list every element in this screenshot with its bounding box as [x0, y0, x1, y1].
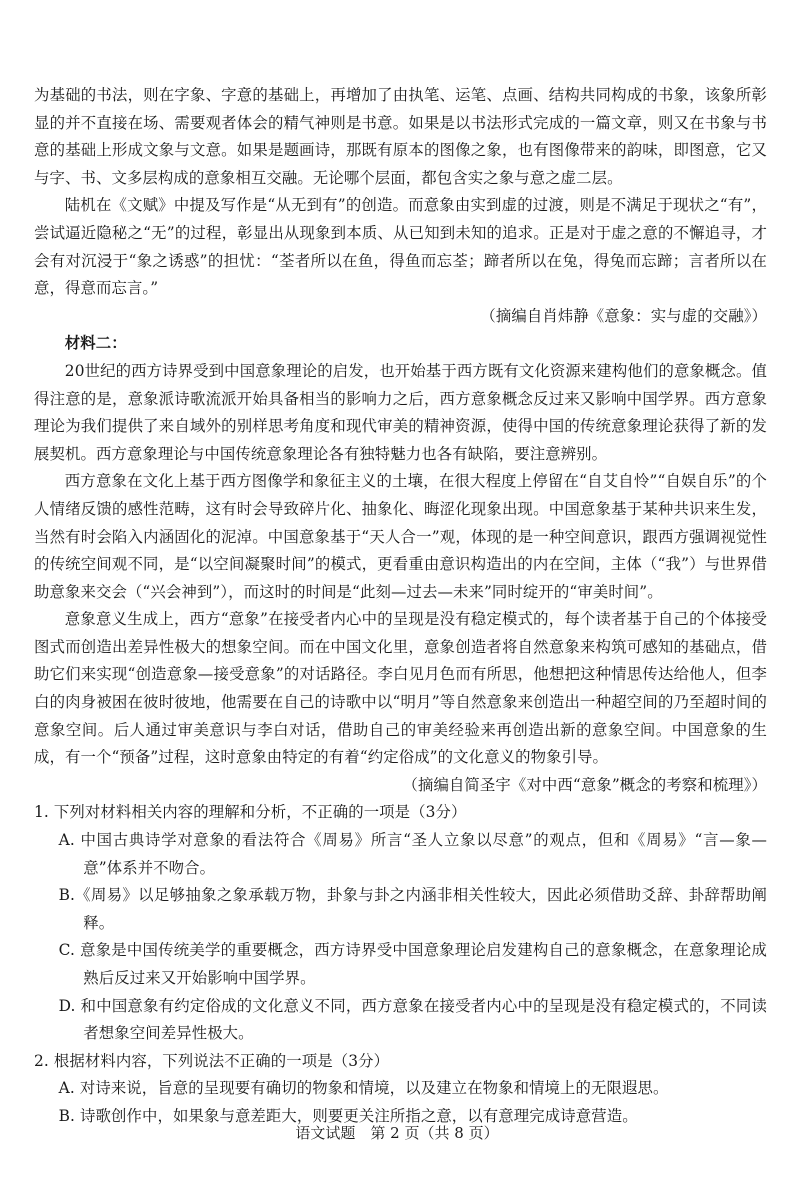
passage2-heading: 材料二：: [64, 334, 127, 353]
question-2: [34, 1048, 767, 1131]
exam-page: [34, 82, 767, 1131]
question-1-option-d: D. 和中国意象有约定俗成的文化意义不同，西方意象在接受者内心中的呈现是没有稳定模式的，不同读者想象空间差异性极大。: [58, 996, 767, 1043]
question-2-stem: 2. 根据材料内容，下列说法不正确的一项是（3分）: [34, 1051, 390, 1070]
passage2-paragraph-2: 西方意象在文化上基于西方图像学和象征主义的土壤，在很大程度上停留在“自艾自怜”“自娱自乐”的个人情绪反馈的感性范畴，这有时会导致碎片化、抽象化、晦涩化现象出现。中国意象基于某种共识来生发，当然有时会陷入内涵固化的泥淖。中国意象基于“天人合一”观，体现的是一种空间意识，跟西方强调视觉性的传统空间观不同，是“以空间凝聚时间”的模式，更看重由意识构造出的内在空间，主体（“我”）与世界借助意象来交会（“兴会神到”），而这时的时间是“此刻—过去—未来”同时绽开的“审美时间”。: [34, 472, 767, 601]
question-1-stem: 1. 下列对材料相关内容的理解和分析，不正确的一项是（3分）: [34, 803, 467, 822]
question-2-option-b: B. 诗歌创作中，如果象与意差距大，则要更关注所指之意，以有意理完成诗意营造。: [58, 1106, 638, 1125]
question-1-option-c: C. 意象是中国传统美学的重要概念，西方诗界受中国意象理论启发建构自己的意象概念，在意象理论成熟后反过来又开始影响中国学界。: [58, 941, 767, 987]
passage2-paragraph-3: 意象意义生成上，西方“意象”在接受者内心中的呈现是没有稳定模式的，每个读者基于自己的个体接受图式而创造出差异性极大的想象空间。而在中国文化里，意象创造者将自然意象来构筑可感知的基础点，借助它们来实现“创造意象—接受意象”的对话路径。李白见月色而有所思，他想把这种情思传达给他人，但李白的肉身被困在彼时彼地，他需要在自己的诗歌中以“明月”等自然意象来创造出一种超空间的乃至超时间的意象空间。后人通过审美意识与李白对话，借助自己的审美经验来再创造出新的意象空间。中国意象的生成，有一个“预备”过程，这时意象由特定的有着“约定俗成”的文化意义的物象引导。: [34, 610, 767, 767]
page-footer: 语文试题 第 2 页（共 8 页）: [295, 1124, 499, 1142]
question-1-option-a: A. 中国古典诗学对意象的看法符合《周易》所言“圣人立象以尽意”的观点，但和《周易》“言—象—意”体系并不吻合。: [58, 831, 767, 877]
passage1-paragraph-1: 为基础的书法，则在字象、字意的基础上，再增加了由执笔、运笔、点画、结构共同构成的书象，该象所彰显的并不直接在场、需要观者体会的精气神则是书意。如果是以书法形式完成的一篇文章，则又在书象与书意的基础上形成文象与文意。如果是题画诗，那既有原本的图像之象，也有图像带来的韵味，即图意，它又与字、书、文多层构成的意象相互交融。无论哪个层面，都包含实之象与意之虚二层。: [34, 86, 767, 187]
question-1: [34, 799, 767, 1047]
passage1-source: （摘编自肖炜静《意象：实与虚的交融》）: [480, 306, 767, 325]
passage2-source: （摘编自简圣宇《对中西“意象”概念的考察和梳理》）: [402, 775, 767, 794]
passage1-paragraph-2: 陆机在《文赋》中提及写作是“从无到有”的创造。而意象由实到虚的过渡，则是不满足于现状之“有”，尝试逼近隐秘之“无”的过程，彰显出从现象到本质、从已知到未知的追求。正是对于虚之意的不懈追寻，才会有对沉浸于“象之诱惑”的担忧：“荃者所以在鱼，得鱼而忘荃；蹄者所以在兔，得兔而忘蹄；言者所以在意，得意而忘言。”: [34, 196, 767, 298]
question-1-option-b: B.《周易》以足够抽象之象承载万物，卦象与卦之内涵非相关性较大，因此必须借助爻辞、卦辞帮助阐释。: [58, 886, 767, 932]
passage2-paragraph-1: 20世纪的西方诗界受到中国意象理论的启发，也开始基于西方既有文化资源来建构他们的意象概念。值得注意的是，意象派诗歌流派开始具备相当的影响力之后，西方意象概念反过来又影响中国学界。西方意象理论为我们提供了来自域外的别样思考角度和现代审美的精神资源，使得中国的传统意象理论获得了新的发展契机。西方意象理论与中国传统意象理论各有独特魅力也各有缺陷，要注意辨别。: [34, 361, 767, 463]
question-2-option-a: A. 对诗来说，旨意的呈现要有确切的物象和情境，以及建立在物象和情境上的无限遐思。: [58, 1079, 669, 1098]
